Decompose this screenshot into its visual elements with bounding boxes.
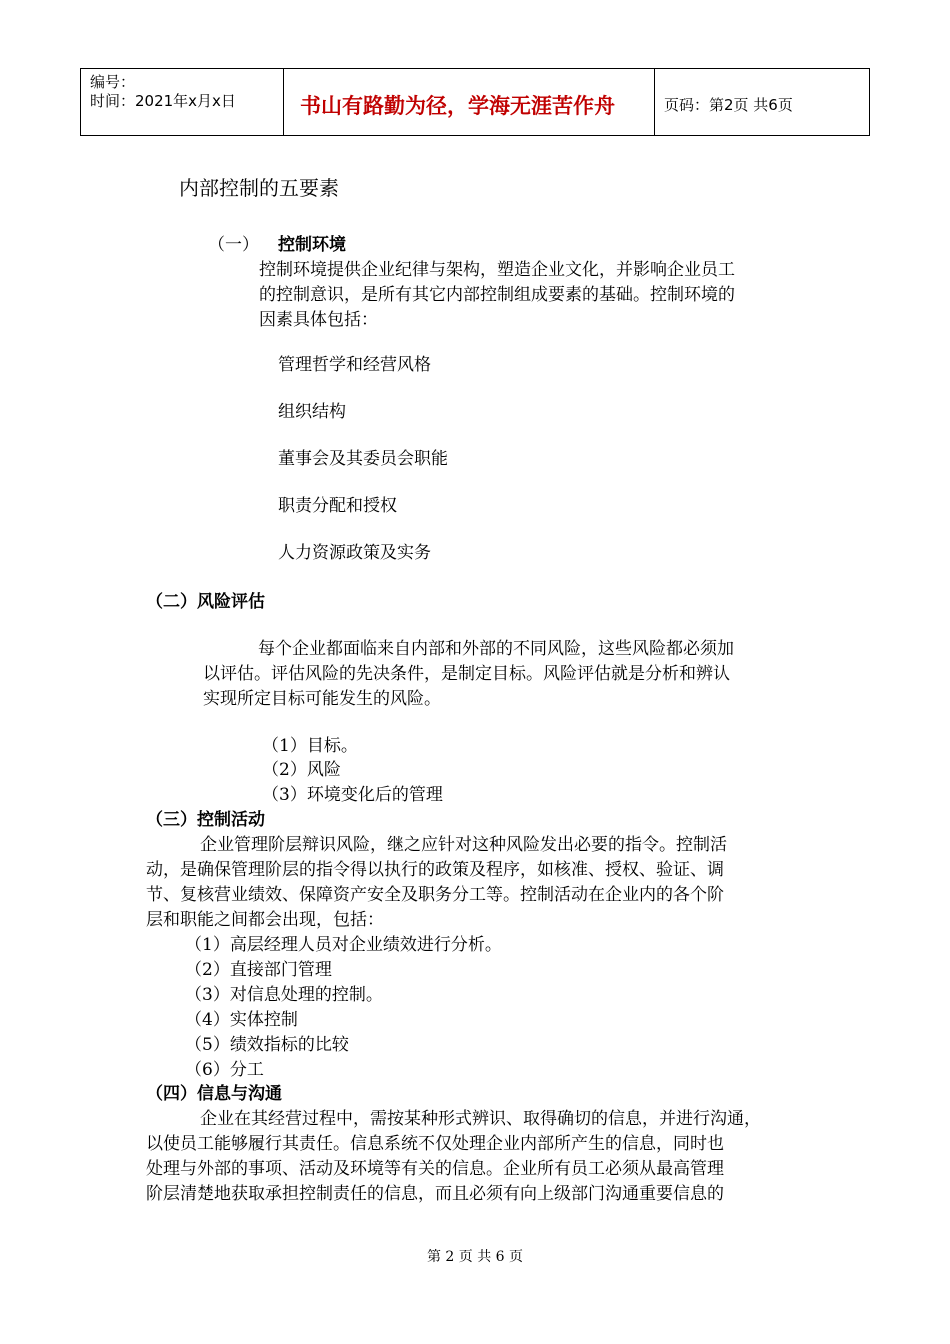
section3-list-item: （1）高层经理人员对企业绩效进行分析。 bbox=[185, 935, 502, 955]
header-number-label: 编号： bbox=[90, 73, 136, 91]
header-divider-2 bbox=[654, 68, 655, 136]
header-divider-1 bbox=[283, 68, 284, 136]
section2-para-line: 以评估。评估风险的先决条件，是制定目标。风险评估就是分析和辨认 bbox=[203, 664, 730, 684]
header-top-border bbox=[80, 68, 870, 69]
header-bottom-border bbox=[80, 135, 870, 136]
section3-list-item: （2）直接部门管理 bbox=[185, 960, 332, 980]
section3-heading: （三）控制活动 bbox=[146, 810, 265, 830]
section3-para-line: 企业管理阶层辩识风险，继之应针对这种风险发出必要的指令。控制活 bbox=[200, 835, 727, 855]
page-footer: 第 2 页 共 6 页 bbox=[426, 1249, 524, 1265]
section1-heading: 控制环境 bbox=[278, 235, 346, 255]
section3-list-item: （4）实体控制 bbox=[185, 1010, 298, 1030]
header-border-left bbox=[80, 68, 81, 136]
section4-para-line: 处理与外部的事项、活动及环境等有关的信息。企业所有员工必须从最高管理 bbox=[146, 1159, 724, 1179]
section3-list-item: （6）分工 bbox=[185, 1060, 264, 1080]
section1-list-item: 职责分配和授权 bbox=[278, 496, 397, 516]
header-border-right bbox=[869, 68, 870, 136]
section1-para-line: 因素具体包括： bbox=[259, 310, 378, 330]
section1-para-line: 的控制意识，是所有其它内部控制组成要素的基础。控制环境的 bbox=[259, 285, 735, 305]
section2-list-item: （2）风险 bbox=[262, 760, 341, 780]
header-page-label: 页码：第2页 共6页 bbox=[664, 96, 793, 114]
section3-para-line: 节、复核营业绩效、保障资产安全及职务分工等。控制活动在企业内的各个阶 bbox=[146, 885, 724, 905]
section1-number: （一） bbox=[208, 235, 259, 255]
section4-heading: （四）信息与沟通 bbox=[146, 1084, 282, 1104]
section4-para-line: 以使员工能够履行其责任。信息系统不仅处理企业内部所产生的信息，同时也 bbox=[146, 1134, 724, 1154]
section3-para-line: 动，是确保管理阶层的指令得以执行的政策及程序，如核准、授权、验证、调 bbox=[146, 860, 724, 880]
section1-list-item: 管理哲学和经营风格 bbox=[278, 355, 431, 375]
section2-para-line: 实现所定目标可能发生的风险。 bbox=[203, 689, 441, 709]
section3-para-line: 层和职能之间都会出现，包括： bbox=[146, 910, 384, 930]
section1-list-item: 人力资源政策及实务 bbox=[278, 543, 431, 563]
section4-para-line: 企业在其经营过程中，需按某种形式辨识、取得确切的信息，并进行沟通， bbox=[200, 1109, 761, 1129]
section3-list-item: （3）对信息处理的控制。 bbox=[185, 985, 383, 1005]
section4-para-line: 阶层清楚地获取承担控制责任的信息，而且必须有向上级部门沟通重要信息的 bbox=[146, 1184, 724, 1204]
section1-list-item: 董事会及其委员会职能 bbox=[278, 449, 448, 469]
section2-para-line: 每个企业都面临来自内部和外部的不同风险，这些风险都必须加 bbox=[258, 639, 734, 659]
section2-list-item: （3）环境变化后的管理 bbox=[262, 785, 443, 805]
header-time-label: 时间：2021年x月x日 bbox=[90, 92, 236, 110]
section2-heading: （二）风险评估 bbox=[146, 592, 265, 612]
section3-list-item: （5）绩效指标的比较 bbox=[185, 1035, 349, 1055]
section2-list-item: （1）目标。 bbox=[262, 736, 358, 756]
section1-list-item: 组织结构 bbox=[278, 402, 346, 422]
header-motto: 书山有路勤为径，学海无涯苦作舟 bbox=[300, 94, 615, 118]
document-title: 内部控制的五要素 bbox=[179, 176, 339, 200]
section1-para-line: 控制环境提供企业纪律与架构，塑造企业文化，并影响企业员工 bbox=[259, 260, 735, 280]
